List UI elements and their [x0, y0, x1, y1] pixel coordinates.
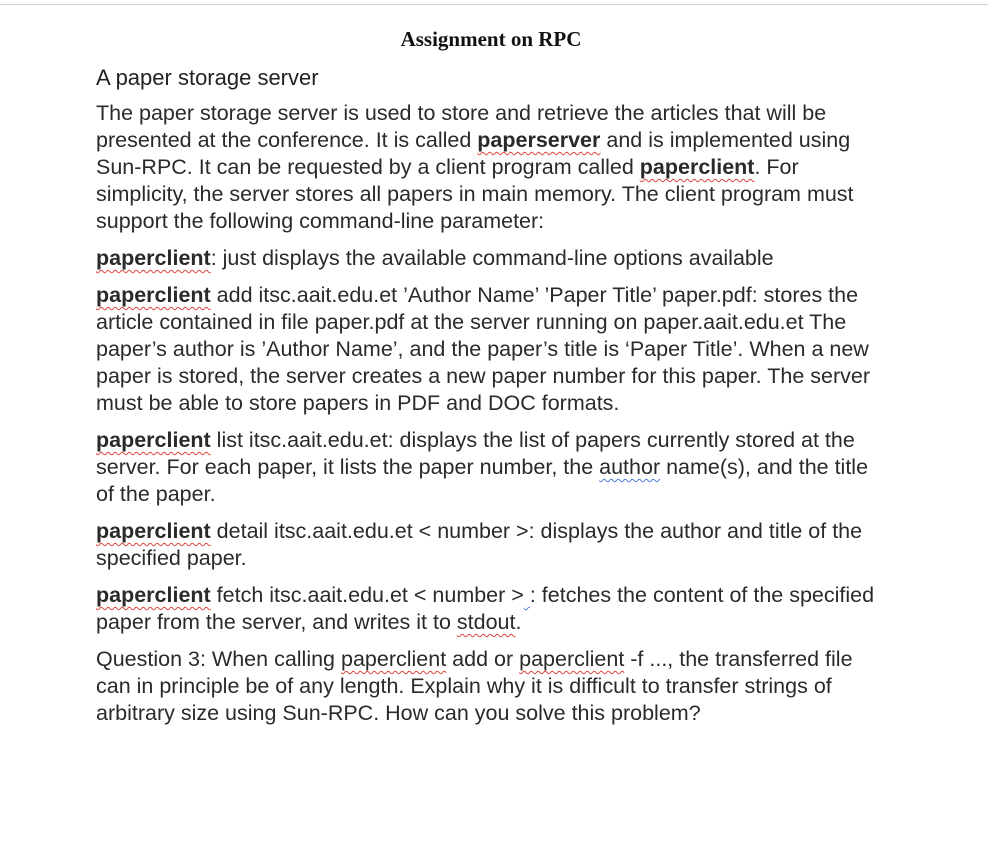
question-text-3: -f ..., the transferred file can in principle be of any length. Explain why it is difficult to transfer strings of arbitrary size using Sun-RPC. How can you solve this problem?	[96, 647, 853, 725]
intro-text-1: The paper storage server is used to store and retrieve the articles that will be presented at the conference. It is called	[96, 101, 827, 152]
command-description-3: .	[515, 610, 522, 634]
document-title: Assignment on RPC	[400, 27, 582, 51]
command-detail-paragraph	[96, 518, 886, 572]
command-description: add itsc.aait.edu.et ’Author Name’ ’Paper Title’ paper.pdf: stores the article contained in file paper.pdf at the server running on paper.aait.edu.et The paper’s author is ’Author Name’, and the paper’s title is ‘Paper Title’. When a new paper is stored, the server creates a new paper number for this paper. The server must be able to store papers in PDF and DOC formats.	[96, 283, 870, 415]
question-text-1: Question 3: When calling	[96, 647, 341, 671]
page-top-border	[0, 4, 988, 5]
command-name: paperclient	[96, 519, 211, 543]
stdout-word: stdout	[456, 610, 516, 634]
client-name: paperclient	[519, 647, 625, 671]
command-description-2: fetches the content of the specified paper from the server, and writes it to	[96, 583, 875, 634]
client-name: paperclient	[341, 647, 447, 671]
command-description: detail itsc.aait.edu.et < number >: displays the author and title of the specified paper.	[96, 519, 863, 570]
author-word: author	[599, 455, 661, 479]
intro-text-3: . For simplicity, the server stores all papers in main memory. The client program must support the following command-line parameter:	[96, 155, 854, 233]
intro-paragraph	[96, 100, 886, 235]
command-add-paragraph	[96, 282, 886, 417]
document-subtitle: A paper storage server	[96, 65, 319, 90]
command-help-paragraph	[96, 245, 886, 272]
question-text-2: add or	[446, 647, 520, 671]
greater-than-sign: >	[511, 583, 524, 607]
command-list-paragraph	[96, 427, 886, 508]
question-paragraph	[96, 646, 886, 727]
command-fetch-paragraph	[96, 582, 886, 636]
client-name: paperclient	[639, 155, 755, 179]
command-description-1: fetch itsc.aait.edu.et < number	[210, 583, 512, 607]
command-name: paperclient	[96, 428, 211, 452]
intro-text-2: and is implemented using Sun-RPC. It can be requested by a client program called	[96, 128, 851, 179]
command-name: paperclient	[96, 583, 211, 607]
colon-sign: :	[529, 583, 536, 607]
command-name: paperclient	[96, 283, 211, 307]
server-name: paperserver	[477, 128, 601, 152]
command-description-1: list itsc.aait.edu.et: displays the list of papers currently stored at the server. For each paper, it lists the paper number, the	[96, 428, 855, 479]
document-page	[96, 26, 886, 737]
command-description: : just displays the available command-line options available	[210, 246, 774, 270]
command-description-2: name(s), and the title of the paper.	[96, 455, 869, 506]
command-name: paperclient	[96, 246, 211, 270]
